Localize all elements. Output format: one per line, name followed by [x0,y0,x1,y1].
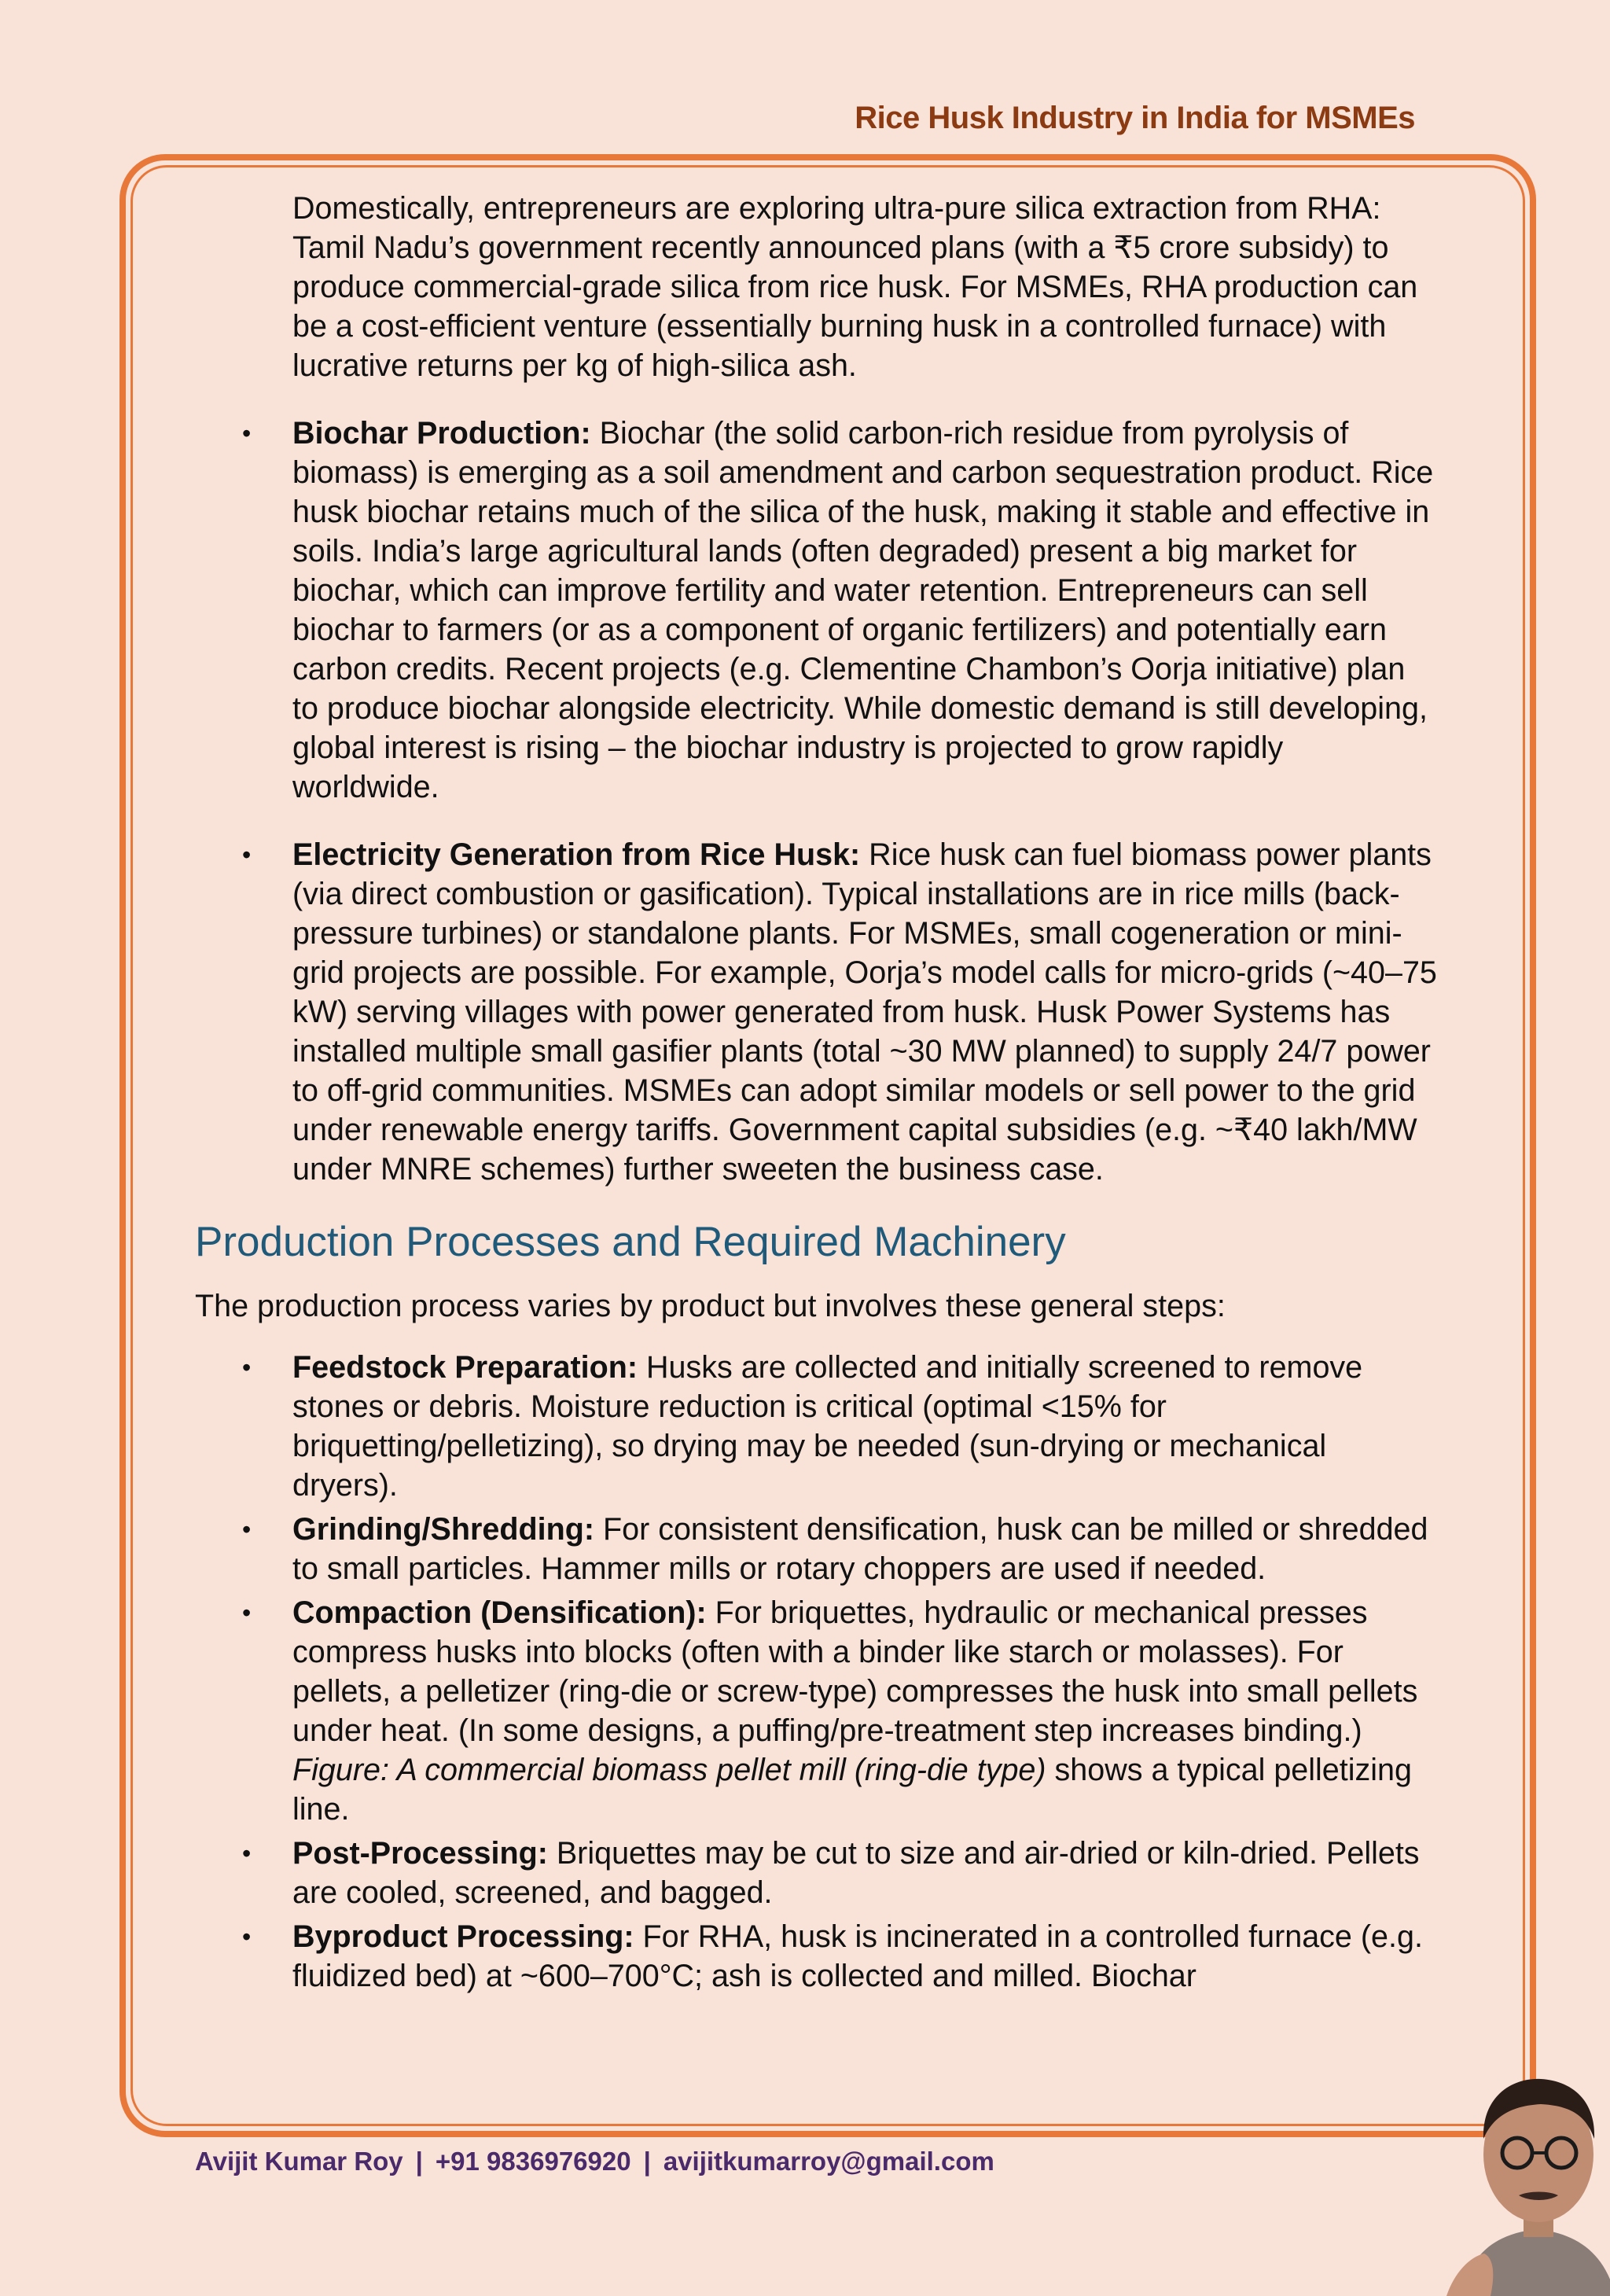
bullet-dot: • [242,1839,252,1867]
step-text: For consistent densification, husk can be milled or shredded to small particles. Hammer mills or rotary choppers are used if needed. [292,1512,1428,1586]
step-title: Feedstock Preparation: [292,1350,638,1385]
bullet-text: Biochar (the solid carbon-rich residue from pyrolysis of biomass) is emerging as a soil amendment and carbon sequestration product. Rice husk biochar retains much of the silica of the husk, making it stable and effective in soils. India’s large agricultural lands (often degraded) present a big market for biochar, which can improve fertility and water retention. Entrepreneurs can sell biochar to farmers (or as a component of organic fertilizers) and potentially earn carbon credits. Recent projects (e.g. Clementine Chambon’s Oorja initiative) plan to produce biochar alongside electricity. While domestic demand is still developing, global interest is rising – the biochar industry is projected to grow rapidly worldwide. [292,416,1434,804]
step-title: Byproduct Processing: [292,1919,634,1954]
step-title: Compaction (Densification): [292,1595,707,1630]
footer-contact [195,2147,994,2176]
step-text-after: shows a typical pelletizing line. [292,1753,1412,1827]
bullet-dot: • [242,841,252,869]
list-item-electricity [195,835,1437,1189]
bullet-title: Biochar Production: [292,416,591,451]
bullet-dot: • [242,419,252,447]
bullet-dot: • [242,1353,252,1382]
footer-separator: | [415,2147,423,2176]
list-item-compaction [195,1593,1437,1829]
continuation-paragraph: Domestically, entrepreneurs are exploring ultra-pure silica extraction from RHA: Tamil Nadu’s government recently announced plans (with a ₹5 crore subsidy) to produce commercial-grade silica from rice husk. For MSMEs, RHA production can be a cost-efficient venture (essentially burning husk in a controlled furnace) with lucrative returns per kg of high-silica ash. [292,191,1418,383]
step-text: For briquettes, hydraulic or mechanical presses compress husks into blocks (often with a binder like starch or molasses). For pellets, a pelletizer (ring-die or screw-type) compresses the husk into small pellets under heat. (In some designs, a puffing/pre-treatment step increases binding.) [292,1595,1418,1748]
bullet-title: Electricity Generation from Rice Husk: [292,837,861,872]
step-title: Post-Processing: [292,1836,548,1871]
step-text: For RHA, husk is incinerated in a controlled furnace (e.g. fluidized bed) at ~600–700°C; ash is collected and milled. Biochar [292,1919,1423,1993]
bullet-dot: • [242,1599,252,1627]
list-item-feedstock [195,1348,1437,1505]
intro-paragraph: The production process varies by product but involves these general steps: [195,1289,1226,1323]
list-item-biochar [195,414,1437,807]
author-avatar [1446,2060,1610,2296]
product-bullet-list [195,414,1437,1189]
figure-caption: Figure: A commercial biomass pellet mill (ring-die type) [292,1753,1046,1787]
page-header-title: Rice Husk Industry in India for MSMEs [855,101,1415,135]
footer-separator: | [643,2147,651,2176]
bullet-dot: • [242,1923,252,1951]
page-content [195,189,1437,2000]
section-heading: Production Processes and Required Machinery [195,1219,1066,1265]
process-steps-list [195,1348,1437,1996]
author-phone: +91 9836976920 [435,2147,631,2176]
author-name: Avijit Kumar Roy [195,2147,403,2176]
author-email[interactable]: avijitkumarroy@gmail.com [663,2147,994,2176]
list-item-grinding [195,1510,1437,1588]
bullet-text: Rice husk can fuel biomass power plants (via direct combustion or gasification). Typical installations are in rice mills (back-pressure turbines) or standalone plants. For MSMEs, small cogeneration or mini-grid projects are possible. For example, Oorja’s model calls for micro-grids (~40–75 kW) serving villages with power generated from husk. Husk Power Systems has installed multiple small gasifier plants (total ~30 MW planned) to supply 24/7 power to off-grid communities. MSMEs can adopt similar models or sell power to the grid under renewable energy tariffs. Government capital subsidies (e.g. ~₹40 lakh/MW under MNRE schemes) further sweeten the business case. [292,837,1437,1187]
step-text: Briquettes may be cut to size and air-dried or kiln-dried. Pellets are cooled, screened, and bagged. [292,1836,1420,1910]
step-title: Grinding/Shredding: [292,1512,594,1547]
bullet-dot: • [242,1515,252,1544]
list-item-byproduct [195,1917,1437,1996]
list-item-post-processing [195,1834,1437,1912]
step-text: Husks are collected and initially screened to remove stones or debris. Moisture reduction is critical (optimal <15% for briquetting/pelletizing), so drying may be needed (sun-drying or mechanical dryers). [292,1350,1363,1503]
